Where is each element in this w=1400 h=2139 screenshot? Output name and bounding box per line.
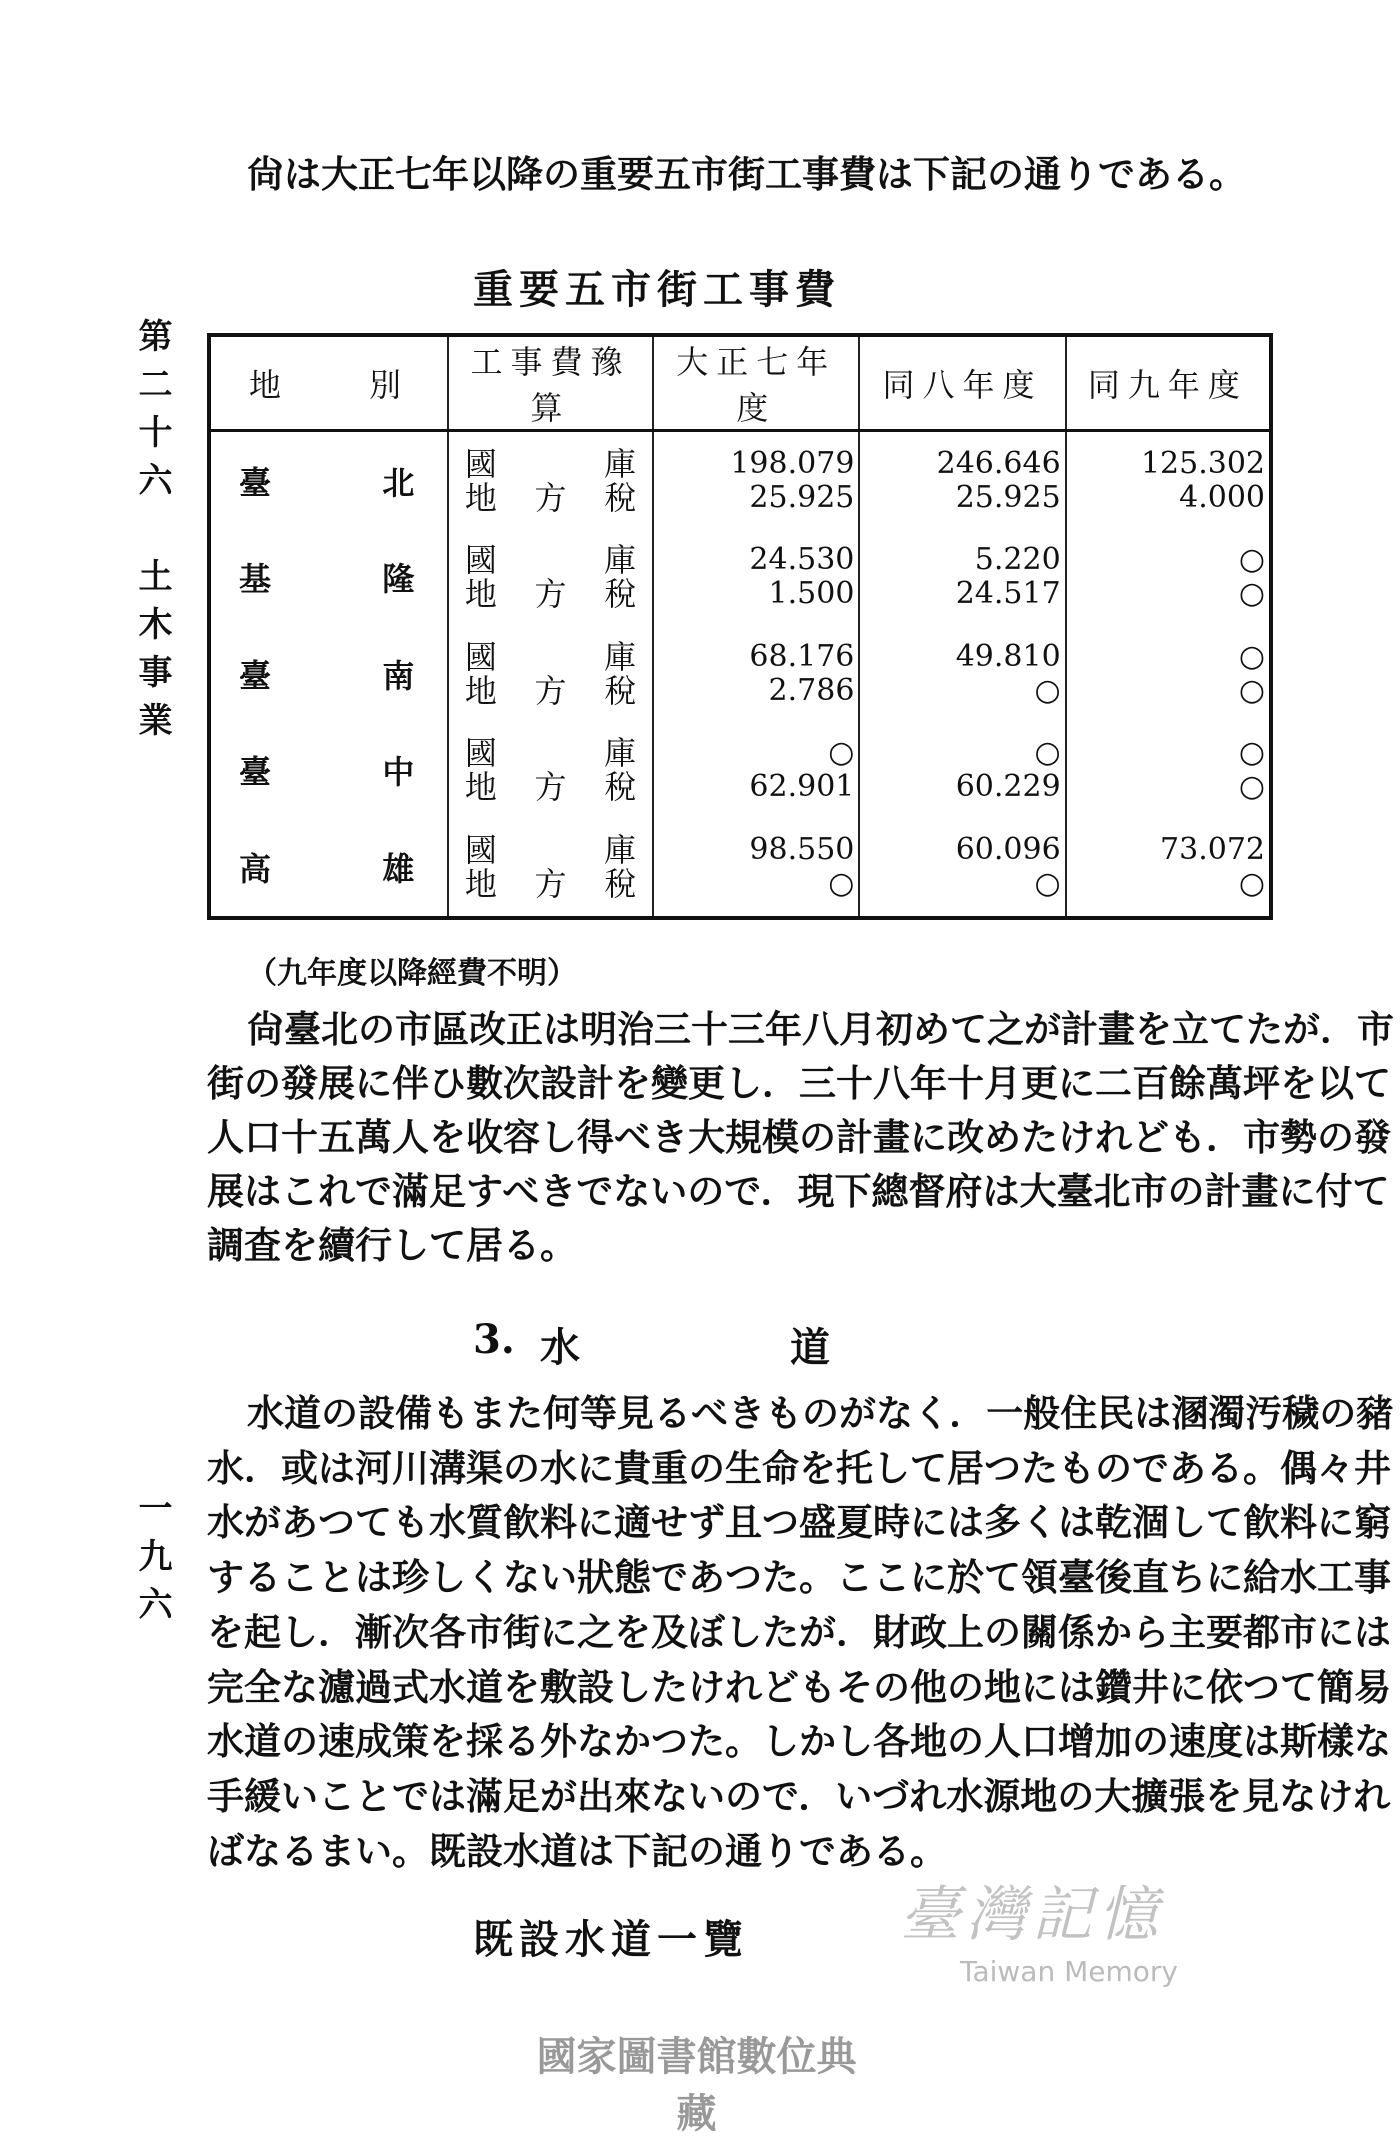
local-tax-value: 25.925 — [955, 479, 1061, 515]
budget-char: 稅 — [604, 671, 637, 710]
page-number: 一九六 — [132, 1490, 172, 1634]
national-treasury-value: 68.176 — [749, 638, 855, 674]
text-line: 手緩いことでは滿足が出來ないので．いづれ水源地の大擴張を見なけれ — [207, 1773, 1391, 1818]
region-char: 雄 — [382, 850, 415, 889]
value-cell-year9 — [1066, 431, 1271, 530]
budget-char: 方 — [534, 575, 567, 614]
text-line: 完全な濾過式水道を敷設したけれどもその他の地には鑽井に依つて簡易 — [207, 1664, 1391, 1709]
text-line: 水があつても水質飮料に適せず且つ盛夏時には多くは乾涸して飮料に窮 — [207, 1500, 1391, 1545]
intro-sentence: 尙は大正七年以降の重要五市街工事費は下記の通りである。 — [247, 152, 1246, 196]
budget-char: 庫 — [604, 637, 637, 676]
budget-char: 庫 — [604, 734, 637, 773]
budget-type-cell — [448, 626, 653, 723]
table-header-row — [209, 335, 1271, 431]
national-treasury-value: 98.550 — [749, 832, 855, 868]
budget-char: 地 — [464, 671, 497, 710]
header-year8: 同八年度 — [859, 335, 1065, 431]
region-char: 臺 — [239, 463, 272, 502]
text-line: 水道の速成策を採る外なかつた。しかし各地の人口增加の速度は斯樣な — [207, 1719, 1391, 1764]
local-tax-value: 2.786 — [768, 672, 855, 708]
local-tax-value: ○ — [1238, 576, 1265, 612]
budget-char: 稅 — [604, 575, 637, 614]
budget-char: 國 — [464, 637, 497, 676]
section-title-char-1: 水 — [540, 1324, 580, 1371]
value-cell-year8 — [859, 626, 1065, 723]
value-cell-taisho7 — [653, 819, 859, 918]
footer-credit: 國家圖書館數位典藏 — [536, 2034, 857, 2137]
local-tax-value: ○ — [828, 866, 855, 902]
region-cell — [209, 722, 448, 819]
national-treasury-value: 24.530 — [749, 542, 855, 578]
table-note: （九年度以降經費不明） — [247, 956, 577, 991]
region-char: 北 — [382, 463, 415, 502]
budget-char: 地 — [464, 478, 497, 517]
budget-char: 稅 — [604, 768, 637, 807]
local-tax-value: ○ — [1238, 672, 1265, 708]
budget-char: 國 — [464, 444, 497, 483]
header-year9: 同九年度 — [1066, 335, 1271, 431]
region-cell — [209, 431, 448, 530]
budget-char: 方 — [534, 768, 567, 807]
region-cell — [209, 819, 448, 918]
national-treasury-value: ○ — [1034, 735, 1061, 771]
budget-char: 庫 — [604, 541, 637, 580]
budget-char: 庫 — [604, 444, 637, 483]
value-cell-taisho7 — [653, 431, 859, 530]
value-cell-year8 — [859, 722, 1065, 819]
text-line: 展はこれで滿足すべきでないので．現下總督府は大臺北市の計畫に付て — [207, 1169, 1390, 1213]
local-tax-value: ○ — [1238, 769, 1265, 805]
value-cell-year9 — [1066, 722, 1271, 819]
text-line: 人口十五萬人を收容し得べき大規模の計畫に改めたけれども．市勢の發 — [207, 1115, 1391, 1159]
budget-char: 地 — [464, 768, 497, 807]
text-line: 街の發展に伴ひ數次設計を變更し．三十八年十月更に二百餘萬坪を以て — [207, 1061, 1391, 1105]
section-number: 3. — [473, 1316, 515, 1363]
watermark-logo: 臺灣記憶 — [900, 1880, 1164, 1950]
budget-char: 地 — [464, 865, 497, 904]
national-treasury-value: 198.079 — [730, 445, 855, 481]
text-line: することは珍しくない狀態であつた。ここに於て領臺後直ちに給水工事 — [207, 1555, 1391, 1600]
text-line: を起し．漸次各市街に之を及ぼしたが．財政上の關係から主要都市には — [207, 1609, 1391, 1654]
value-cell-year8 — [859, 431, 1065, 530]
budget-char: 方 — [534, 478, 567, 517]
local-tax-value: 25.925 — [749, 479, 855, 515]
table-row — [209, 626, 1271, 723]
budget-char: 地 — [464, 575, 497, 614]
local-tax-value: ○ — [1034, 672, 1061, 708]
region-cell — [209, 626, 448, 723]
region-cell — [209, 529, 448, 626]
national-treasury-value: 125.302 — [1140, 445, 1265, 481]
budget-type-cell — [448, 431, 653, 530]
local-tax-value: 60.229 — [955, 769, 1061, 805]
expense-table — [207, 333, 1273, 920]
local-tax-value: ○ — [1034, 866, 1061, 902]
budget-char: 國 — [464, 541, 497, 580]
budget-char: 方 — [534, 671, 567, 710]
text-line: 水道の設備もまた何等見るべきものがなく．一般住民は溷濁汚穢の豬 — [247, 1391, 1394, 1435]
value-cell-taisho7 — [653, 529, 859, 626]
value-cell-year8 — [859, 819, 1065, 918]
local-tax-value: 24.517 — [955, 576, 1061, 612]
local-tax-value: 62.901 — [749, 769, 855, 805]
region-char: 高 — [239, 850, 272, 889]
region-char: 南 — [382, 656, 415, 695]
national-treasury-value: 5.220 — [974, 542, 1061, 578]
table-row — [209, 529, 1271, 626]
text-line: 調査を續行して居る。 — [207, 1223, 577, 1267]
budget-type-cell — [448, 722, 653, 819]
budget-char: 稅 — [604, 478, 637, 517]
watermark-subtext: Taiwan Memory — [960, 1955, 1178, 1988]
value-cell-year8 — [859, 529, 1065, 626]
region-char: 隆 — [382, 560, 415, 599]
table-row — [209, 431, 1271, 530]
budget-char: 國 — [464, 734, 497, 773]
value-cell-year9 — [1066, 626, 1271, 723]
header-taisho7: 大正七年度 — [653, 335, 859, 431]
budget-char: 稅 — [604, 865, 637, 904]
text-line: ばなるまい。既設水道は下記の通りである。 — [207, 1828, 947, 1873]
region-char: 臺 — [239, 656, 272, 695]
local-tax-value: 4.000 — [1179, 479, 1265, 515]
region-char: 臺 — [239, 753, 272, 792]
value-cell-year9 — [1066, 819, 1271, 918]
budget-char: 庫 — [604, 831, 637, 870]
region-char: 基 — [239, 560, 272, 599]
value-cell-taisho7 — [653, 626, 859, 723]
table2-title: 既設水道一覽 — [473, 1916, 749, 1963]
header-region: 地 別 — [209, 335, 448, 431]
table-row — [209, 722, 1271, 819]
local-tax-value: ○ — [1238, 866, 1265, 902]
national-treasury-value: 60.096 — [955, 832, 1061, 868]
budget-type-cell — [448, 819, 653, 918]
text-line: 水．或は河川溝渠の水に貴重の生命を托して居つたものである。偶々井 — [207, 1445, 1391, 1490]
region-char: 中 — [382, 753, 415, 792]
value-cell-year9 — [1066, 529, 1271, 626]
national-treasury-value: 49.810 — [955, 638, 1061, 674]
budget-type-cell — [448, 529, 653, 626]
value-cell-taisho7 — [653, 722, 859, 819]
national-treasury-value: ○ — [1238, 735, 1265, 771]
budget-char: 國 — [464, 831, 497, 870]
text-line: 尙臺北の市區改正は明治三十三年八月初めて之が計畫を立てたが．市 — [247, 1007, 1394, 1051]
header-budget: 工事費豫算 — [448, 335, 653, 431]
table-title: 重要五市街工事費 — [473, 266, 841, 313]
table-row — [209, 819, 1271, 918]
local-tax-value: 1.500 — [768, 576, 855, 612]
chapter-margin-label: 第二十六 土木事業 — [132, 318, 172, 750]
national-treasury-value: 73.072 — [1160, 832, 1265, 868]
budget-char: 方 — [534, 865, 567, 904]
national-treasury-value: ○ — [1238, 542, 1265, 578]
section-title-char-2: 道 — [790, 1324, 830, 1371]
national-treasury-value: 246.646 — [936, 445, 1061, 481]
national-treasury-value: ○ — [1238, 638, 1265, 674]
national-treasury-value: ○ — [828, 735, 855, 771]
